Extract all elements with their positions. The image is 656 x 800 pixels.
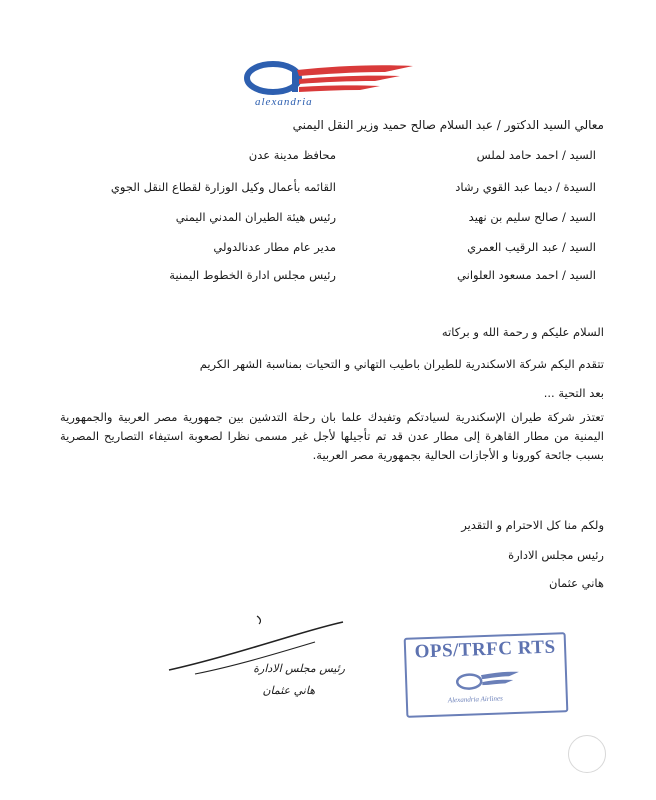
handwritten-signature	[165, 612, 355, 702]
stamp-logo-icon	[451, 666, 522, 698]
after-greeting: بعد التحية ...	[543, 386, 604, 400]
recipient-title: رئيس مجلس ادارة الخطوط اليمنية	[169, 268, 336, 282]
signature-scribble-icon	[165, 612, 355, 702]
intro-text: تتقدم اليكم شركة الاسكندرية للطيران باطيب التهاني و التحيات بمناسبة الشهر الكريم	[199, 357, 604, 371]
recipient-title: القائمه بأعمال وكيل الوزارة لقطاع النقل الجوي	[110, 180, 336, 194]
closing-text: ولكم منا كل الاحترام و التقدير	[461, 518, 604, 532]
ops-stamp	[404, 632, 569, 718]
recipient-title: محافظ مدينة عدن	[248, 148, 336, 162]
recipient-name: السيدة / ديما عبد القوي رشاد	[455, 180, 596, 194]
stamp-title: OPS/TRFC RTS	[414, 636, 556, 663]
recipient-name: السيد / احمد مسعود العلواني	[457, 268, 596, 282]
stamp-subtitle: Alexandria Airlines	[447, 694, 503, 705]
recipient-title: رئيس هيئة الطيران المدني اليمني	[175, 210, 336, 224]
body-paragraph: تعتذر شركة طيران الإسكندرية لسيادتكم وتفيدك علما بان رحلة التدشين بين جمهورية مصر العربية والجمهورية اليمنية من مطار القاهرة إلى مطار عدن قد تم تأجيلها لأجل غير مسمى نظرا لصعوبة استيفاء التصاريح المصرية بسبب جائحة كورونا و الأجازات الحالية بجمهورية مصر العربية.	[60, 410, 604, 462]
logo-brand-text: alexandria	[255, 96, 313, 108]
signatory-name: هاني عثمان	[549, 576, 604, 590]
recipient-title: مدير عام مطار عدنالدولي	[213, 240, 336, 254]
handwritten-title: رئيس مجلس الادارة	[253, 662, 345, 675]
recipient-name: السيد / احمد حامد لملس	[476, 148, 596, 162]
addressee-line: معالي السيد الدكتور / عبد السلام صالح حميد وزير النقل اليمني	[292, 118, 604, 132]
airline-logo	[235, 60, 420, 112]
signatory-title: رئيس مجلس الادارة	[508, 548, 604, 562]
recipient-name: السيد / صالح سليم بن نهيد	[468, 210, 596, 224]
handwritten-name: هاني عثمان	[262, 684, 315, 697]
greeting: السلام عليكم و رحمة الله و بركاته	[441, 325, 604, 339]
floating-circle-button[interactable]	[568, 735, 606, 773]
recipient-name: السيد / عبد الرقيب العمري	[467, 240, 596, 254]
